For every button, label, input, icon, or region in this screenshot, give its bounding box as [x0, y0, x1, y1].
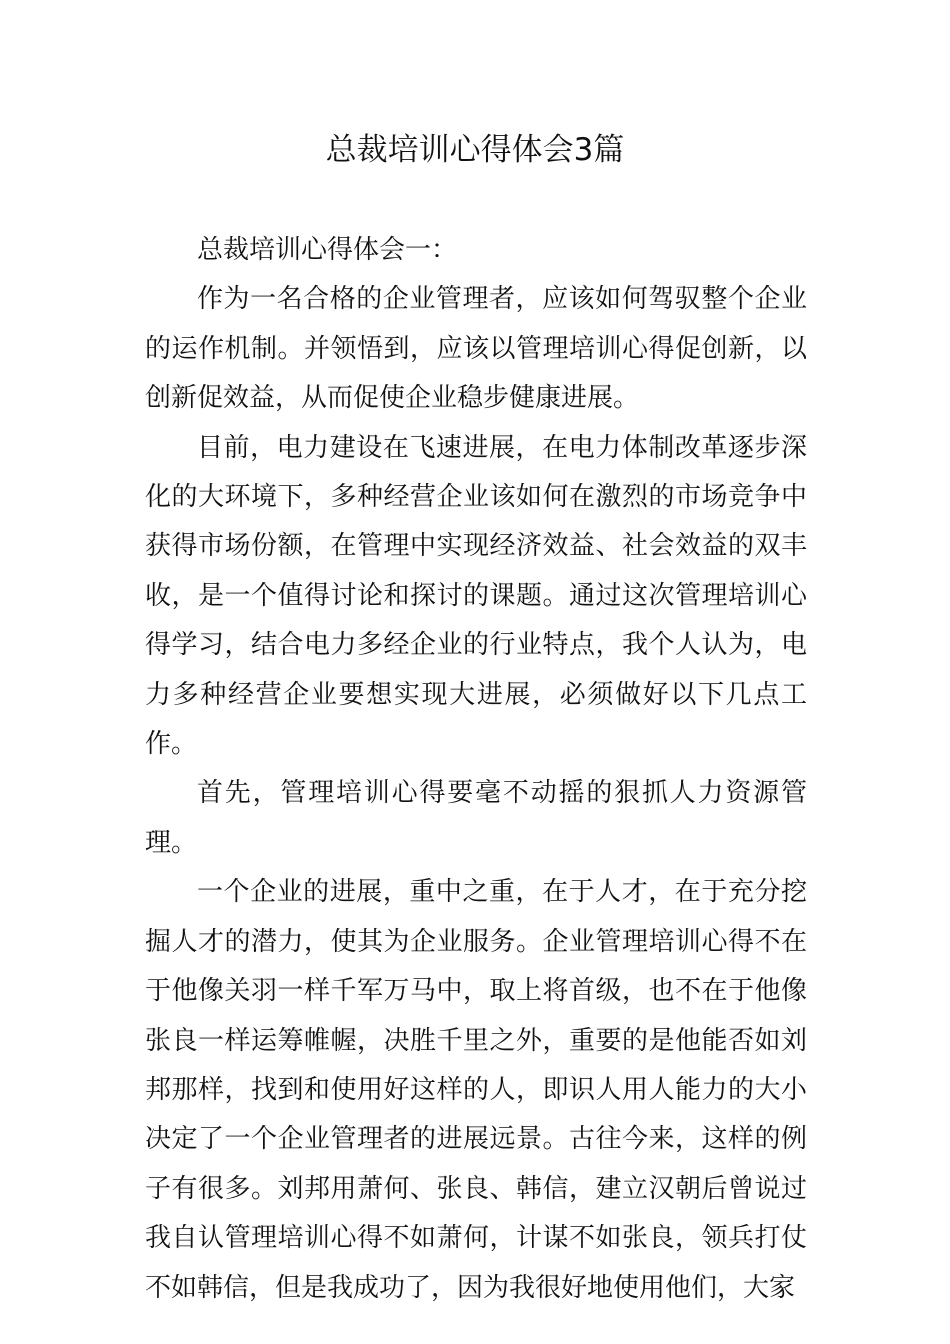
paragraph: 一个企业的进展，重中之重，在于人才，在于充分挖掘人才的潜力，使其为企业服务。企业管理培训心得不在于他像关羽一样千军万马中，取上将首级，也不在于他像张良一样运筹帷幄，决胜千里之外，重要的是他能否如刘邦那样，找到和使用好这样的人，即识人用人能力的大小决定了一个企业管理者的进展远景。古往今来，这样的例子有很多。刘邦用萧何、张良、韩信，建立汉朝后曾说过我自认管理培训心得不如萧何，计谋不如张良，领兵打仗不如韩信，但是我成功了，因为我很好地使用他们，大家 [145, 877, 807, 1303]
paragraph: 目前，电力建设在飞速进展，在电力体制改革逐步深化的大环境下，多种经营企业该如何在激烈的市场竞争中获得市场份额，在管理中实现经济效益、社会效益的双丰收，是一个值得讨论和探讨的课题。通过这次管理培训心得学习，结合电力多经企业的行业特点，我个人认为，电力多种经营企业要想实现大进展，必须做好以下几点工作。 [145, 432, 807, 760]
paragraph-section-heading: 总裁培训心得体会一： [197, 235, 458, 265]
document-title: 总裁培训心得体会3篇 [325, 132, 625, 168]
document-body [145, 226, 807, 1313]
paragraph: 作为一名合格的企业管理者，应该如何驾驭整个企业的运作机制。并领悟到，应该以管理培训心得促创新，以创新促效益，从而促使企业稳步健康进展。 [145, 284, 807, 414]
paragraph: 首先，管理培训心得要毫不动摇的狠抓人力资源管理。 [145, 778, 807, 858]
